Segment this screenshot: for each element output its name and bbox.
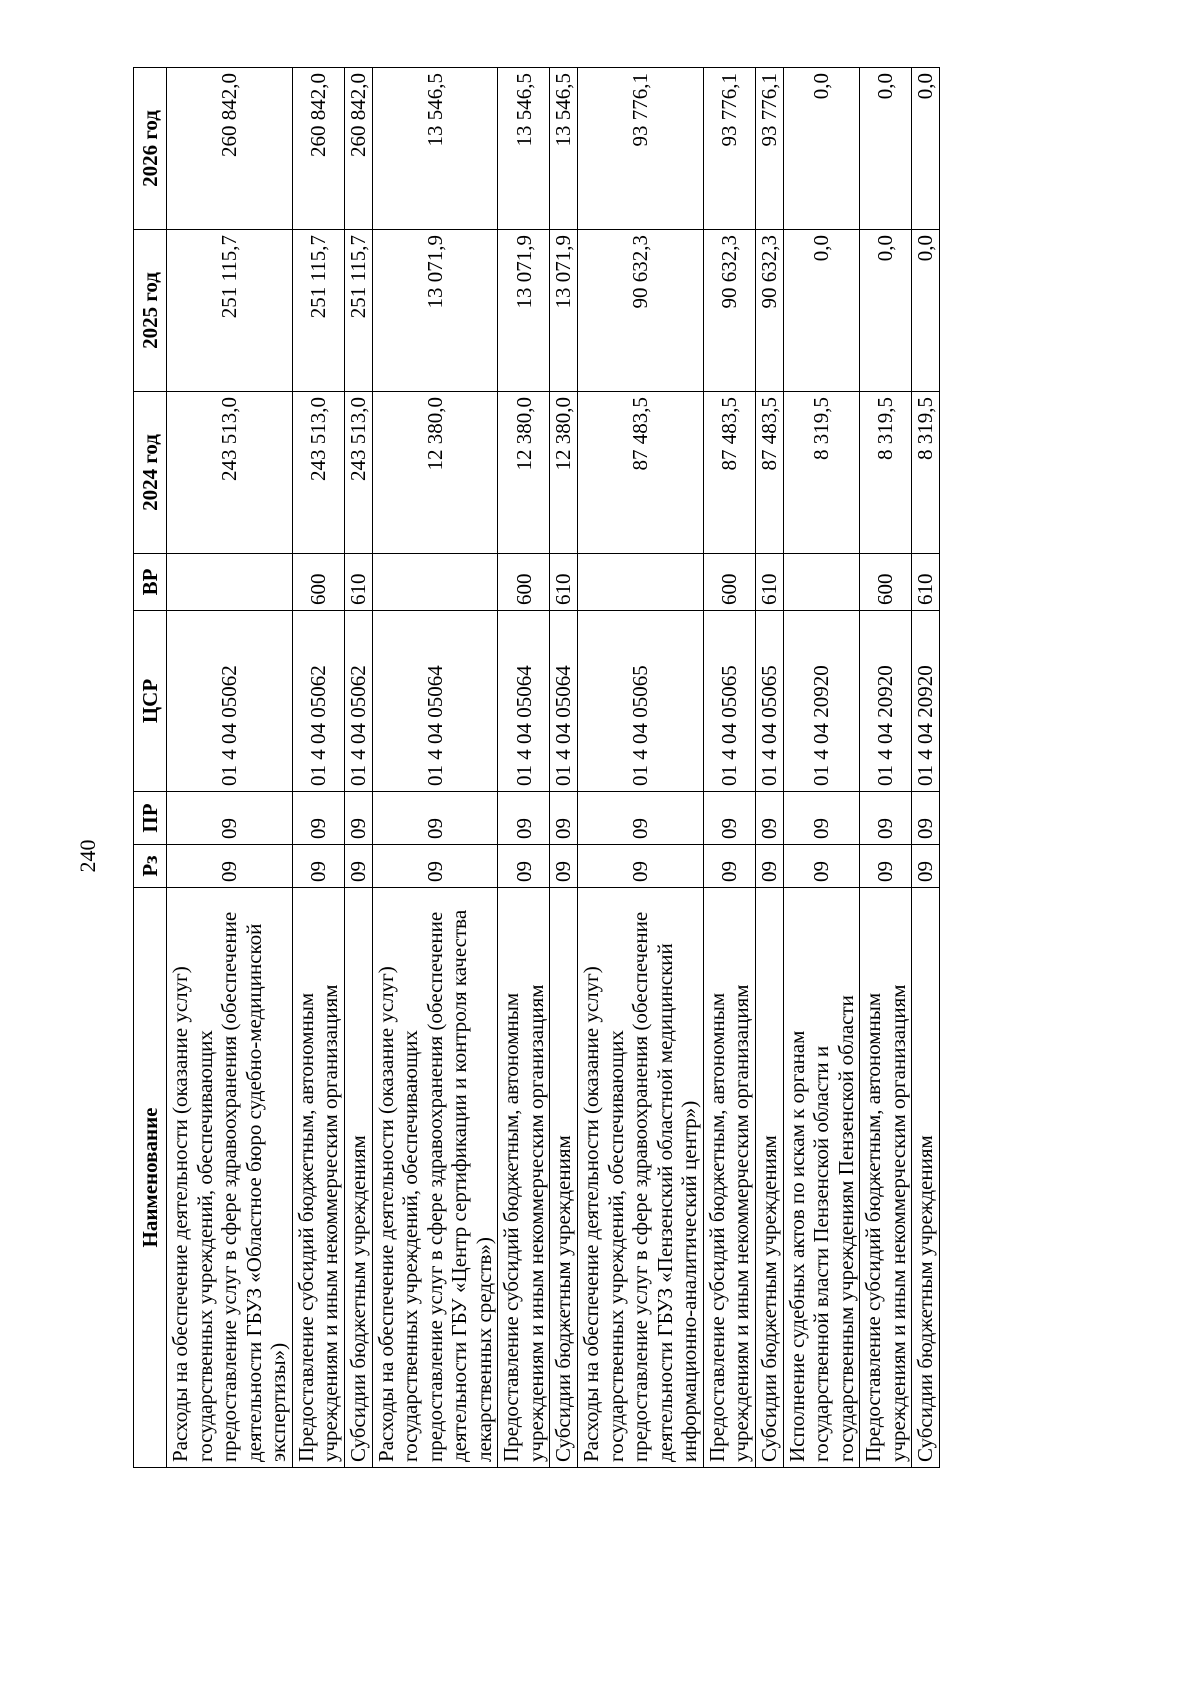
cell-pr: 09 — [372, 792, 498, 845]
cell-2025: 0,0 — [912, 230, 940, 392]
cell-pr: 09 — [703, 792, 755, 845]
cell-vr: 610 — [912, 554, 940, 611]
cell-2025: 251 115,7 — [344, 230, 372, 392]
cell-csr: 01 4 04 05062 — [292, 611, 344, 792]
cell-2024: 8 319,5 — [860, 392, 912, 554]
header-rz: Рз — [134, 845, 167, 888]
cell-2026: 13 546,5 — [498, 68, 550, 230]
table-row — [912, 68, 940, 1468]
cell-2026: 260 842,0 — [292, 68, 344, 230]
cell-rz: 09 — [372, 845, 498, 888]
cell-csr: 01 4 04 05064 — [498, 611, 550, 792]
cell-vr — [167, 554, 293, 611]
cell-pr: 09 — [498, 792, 550, 845]
cell-2024: 8 319,5 — [783, 392, 860, 554]
cell-vr: 610 — [344, 554, 372, 611]
cell-rz: 09 — [703, 845, 755, 888]
table-row — [292, 68, 344, 1468]
cell-vr — [372, 554, 498, 611]
cell-2026: 93 776,1 — [578, 68, 704, 230]
table-row — [550, 68, 578, 1468]
cell-2024: 243 513,0 — [292, 392, 344, 554]
cell-2025: 251 115,7 — [167, 230, 293, 392]
cell-name: Субсидии бюджетным учреждениям — [344, 888, 372, 1468]
header-pr: ПР — [134, 792, 167, 845]
cell-pr: 09 — [783, 792, 860, 845]
cell-2025: 90 632,3 — [703, 230, 755, 392]
cell-csr: 01 4 04 05064 — [550, 611, 578, 792]
cell-name: Субсидии бюджетным учреждениям — [550, 888, 578, 1468]
cell-vr: 600 — [703, 554, 755, 611]
cell-vr: 600 — [860, 554, 912, 611]
cell-vr: 600 — [292, 554, 344, 611]
cell-2024: 243 513,0 — [344, 392, 372, 554]
cell-rz: 09 — [167, 845, 293, 888]
cell-rz: 09 — [912, 845, 940, 888]
table-row — [860, 68, 912, 1468]
cell-2024: 12 380,0 — [498, 392, 550, 554]
cell-rz: 09 — [498, 845, 550, 888]
cell-csr: 01 4 04 20920 — [912, 611, 940, 792]
cell-name: Расходы на обеспечение деятельности (оказание услуг) государственных учреждений, обеспечивающих предоставление услуг в сфере здравоохранения (обеспечение деятельности ГБУЗ «Областное бюро судебно-медицинской экспертизы») — [167, 888, 293, 1468]
cell-rz: 09 — [550, 845, 578, 888]
cell-csr: 01 4 04 20920 — [860, 611, 912, 792]
header-vr: ВР — [134, 554, 167, 611]
cell-rz: 09 — [783, 845, 860, 888]
cell-pr: 09 — [292, 792, 344, 845]
cell-2025: 251 115,7 — [292, 230, 344, 392]
cell-vr: 600 — [498, 554, 550, 611]
cell-2025: 13 071,9 — [372, 230, 498, 392]
cell-name: Предоставление субсидий бюджетным, автономным учреждениям и иным некоммерческим организациям — [292, 888, 344, 1468]
table-row — [344, 68, 372, 1468]
cell-name: Предоставление субсидий бюджетным, автономным учреждениям и иным некоммерческим организациям — [860, 888, 912, 1468]
table-row — [755, 68, 783, 1468]
cell-name: Расходы на обеспечение деятельности (оказание услуг) государственных учреждений, обеспечивающих предоставление услуг в сфере здравоохранения (обеспечение деятельности ГБУЗ «Пензенский областной медицинский информационно-аналитический центр») — [578, 888, 704, 1468]
cell-2025: 0,0 — [783, 230, 860, 392]
cell-2024: 87 483,5 — [755, 392, 783, 554]
table-row — [167, 68, 293, 1468]
cell-vr — [783, 554, 860, 611]
cell-name: Предоставление субсидий бюджетным, автономным учреждениям и иным некоммерческим организациям — [498, 888, 550, 1468]
table-row — [498, 68, 550, 1468]
budget-table — [133, 67, 940, 1468]
table-row — [578, 68, 704, 1468]
header-2026: 2026 год — [134, 68, 167, 230]
cell-2026: 93 776,1 — [755, 68, 783, 230]
header-name: Наименование — [134, 888, 167, 1468]
table-body — [167, 68, 940, 1468]
header-csr: ЦСР — [134, 611, 167, 792]
cell-csr: 01 4 04 05065 — [578, 611, 704, 792]
cell-2024: 12 380,0 — [550, 392, 578, 554]
cell-pr: 09 — [860, 792, 912, 845]
cell-pr: 09 — [755, 792, 783, 845]
cell-vr: 610 — [550, 554, 578, 611]
cell-name: Предоставление субсидий бюджетным, автономным учреждениям и иным некоммерческим организациям — [703, 888, 755, 1468]
cell-2024: 12 380,0 — [372, 392, 498, 554]
cell-2025: 90 632,3 — [578, 230, 704, 392]
cell-name: Субсидии бюджетным учреждениям — [755, 888, 783, 1468]
cell-csr: 01 4 04 05062 — [167, 611, 293, 792]
cell-2026: 260 842,0 — [344, 68, 372, 230]
cell-2026: 260 842,0 — [167, 68, 293, 230]
cell-2026: 0,0 — [912, 68, 940, 230]
page-number: 240 — [75, 839, 100, 873]
cell-2025: 90 632,3 — [755, 230, 783, 392]
cell-rz: 09 — [344, 845, 372, 888]
cell-rz: 09 — [578, 845, 704, 888]
cell-rz: 09 — [755, 845, 783, 888]
header-2024: 2024 год — [134, 392, 167, 554]
header-2025: 2025 год — [134, 230, 167, 392]
cell-2026: 93 776,1 — [703, 68, 755, 230]
cell-2025: 13 071,9 — [550, 230, 578, 392]
cell-2026: 13 546,5 — [550, 68, 578, 230]
cell-csr: 01 4 04 05065 — [755, 611, 783, 792]
cell-vr — [578, 554, 704, 611]
cell-2025: 0,0 — [860, 230, 912, 392]
table-row — [372, 68, 498, 1468]
cell-2026: 0,0 — [783, 68, 860, 230]
cell-2026: 13 546,5 — [372, 68, 498, 230]
cell-name: Расходы на обеспечение деятельности (оказание услуг) государственных учреждений, обеспечивающих предоставление услуг в сфере здравоохранения (обеспечение деятельности ГБУ «Центр сертификации и контроля качества лекарственных средств») — [372, 888, 498, 1468]
cell-pr: 09 — [578, 792, 704, 845]
table-row — [783, 68, 860, 1468]
cell-name: Субсидии бюджетным учреждениям — [912, 888, 940, 1468]
cell-pr: 09 — [550, 792, 578, 845]
cell-csr: 01 4 04 05064 — [372, 611, 498, 792]
cell-2024: 87 483,5 — [703, 392, 755, 554]
cell-2024: 87 483,5 — [578, 392, 704, 554]
cell-csr: 01 4 04 20920 — [783, 611, 860, 792]
cell-2026: 0,0 — [860, 68, 912, 230]
cell-2024: 8 319,5 — [912, 392, 940, 554]
cell-rz: 09 — [292, 845, 344, 888]
budget-table-container — [133, 68, 936, 1468]
cell-pr: 09 — [912, 792, 940, 845]
cell-csr: 01 4 04 05065 — [703, 611, 755, 792]
cell-2024: 243 513,0 — [167, 392, 293, 554]
table-header-row — [134, 68, 167, 1468]
cell-2025: 13 071,9 — [498, 230, 550, 392]
cell-pr: 09 — [167, 792, 293, 845]
cell-csr: 01 4 04 05062 — [344, 611, 372, 792]
cell-name: Исполнение судебных актов по искам к органам государственной власти Пензенской области и государственным учреждениям Пензенской области — [783, 888, 860, 1468]
cell-pr: 09 — [344, 792, 372, 845]
table-row — [703, 68, 755, 1468]
cell-rz: 09 — [860, 845, 912, 888]
cell-vr: 610 — [755, 554, 783, 611]
